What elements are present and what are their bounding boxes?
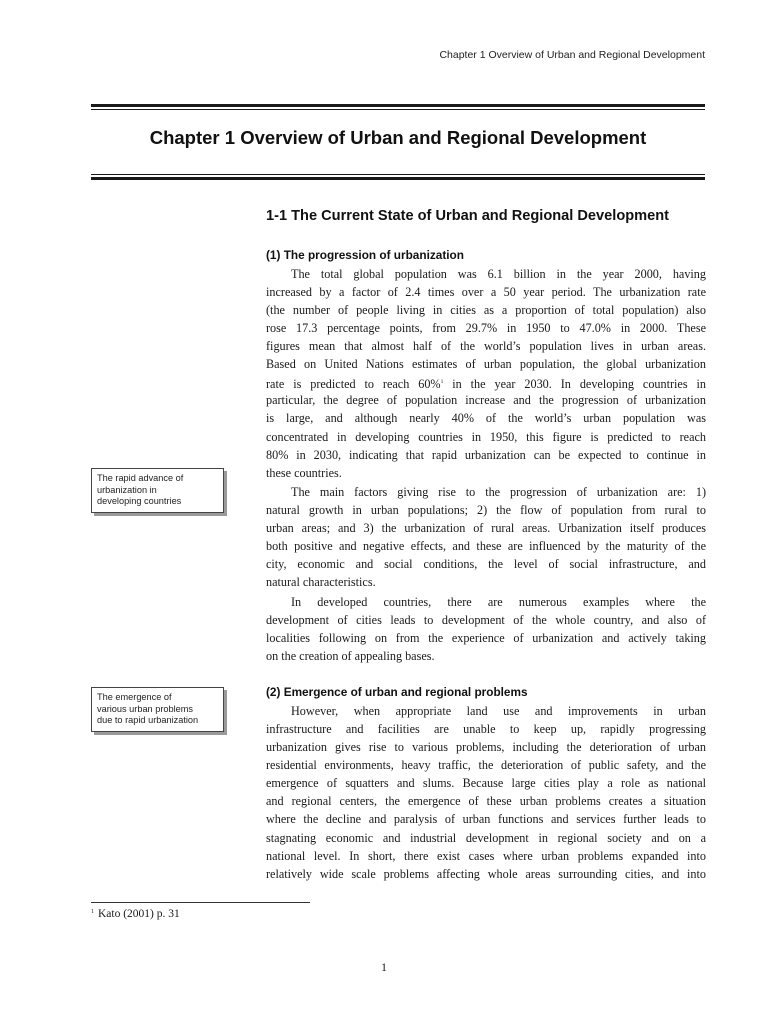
footnote [91, 908, 180, 920]
body-line: stagnating economic and industrial development in regional society and on a [266, 831, 706, 845]
title-rule-bottom-thin [91, 174, 705, 175]
margin-note-line: The rapid advance of [97, 473, 184, 483]
subsection-heading-2: (2) Emergence of urban and regional problems [266, 685, 528, 699]
section-title: 1-1 The Current State of Urban and Regional Development [266, 208, 670, 224]
body-line: Based on United Nations estimates of urban population, the global urbanization [266, 357, 706, 371]
margin-note [91, 687, 224, 732]
title-rule-bottom [91, 177, 705, 180]
body-line: natural growth in urban populations; 2) the flow of population from rural to [266, 503, 706, 517]
subsection-heading-1: (1) The progression of urbanization [266, 248, 464, 262]
body-line: emergence of squatters and slums. Because large cities play a role as national [266, 776, 706, 790]
chapter-title: Chapter 1 Overview of Urban and Regional Development [149, 127, 647, 148]
margin-note-line: urbanization in [97, 484, 157, 495]
body-line: localities following on from the experience of urbanization and actively taking [266, 631, 706, 645]
body-line: natural characteristics. [266, 575, 376, 589]
body-line: urban areas; and 3) the urbanization of rural areas. Urbanization itself produces [266, 521, 706, 535]
body-line: development of cities leads to development of the whole country, and also of [266, 613, 706, 627]
margin-note-line: due to rapid urbanization [97, 715, 199, 725]
body-line: these countries. [266, 466, 342, 480]
body-line: infrastructure and facilities are unable to keep up, rapidly progressing [266, 722, 706, 736]
body-line: both positive and negative effects, and these are influenced by the maturity of the [266, 539, 706, 553]
footnote-text: Kato (2001) p. 31 [98, 908, 180, 920]
running-header: Chapter 1 Overview of Urban and Regional Development [439, 49, 705, 61]
footnote-marker: 1 [91, 909, 94, 915]
body-line: residential environments, heavy traffic, the deterioration of public safety, and the [266, 758, 706, 772]
body-line: In developed countries, there are numerous examples where the [291, 595, 706, 609]
body-line: national level. In short, there exist cases where urban problems expanded into [266, 849, 706, 863]
title-rule-top-thin [91, 109, 705, 110]
body-line: relatively wide scale problems affecting whole areas surrounding cities, and into [266, 867, 706, 881]
body-line: city, economic and social conditions, the level of social infrastructure, and [266, 557, 706, 571]
body-line: and regional centers, the emergence of these urban problems creates a situation [266, 794, 706, 808]
body-line-with-footnote [266, 373, 706, 391]
body-line: urbanization gives rise to various problems, including the deterioration of urban [266, 740, 706, 754]
margin-note-line: various urban problems [97, 703, 194, 714]
body-line: 80% in 2030, indicating that rapid urbanization can be expected to continue in [266, 448, 706, 462]
body-line: is large, and although nearly 40% of the world’s urban population was [266, 411, 706, 425]
body-line: (the number of people living in cities as a proportion of total population) also [266, 303, 706, 317]
page-number: 1 [381, 960, 387, 974]
body-line: concentrated in developing countries in 1950, this figure is predicted to reach [266, 430, 706, 444]
margin-note-line: The emergence of [97, 692, 172, 702]
body-line: on the creation of appealing bases. [266, 649, 435, 663]
body-line: figures mean that almost half of the world’s population lives in urban areas. [266, 339, 706, 353]
margin-note [91, 468, 224, 513]
margin-note-line: developing countries [97, 496, 182, 506]
footnote-rule [91, 902, 310, 903]
body-line: However, when appropriate land use and improvements in urban [291, 704, 706, 718]
body-text: in the year 2030. In developing countries in [452, 377, 706, 391]
body-line: where the decline and paralysis of urban functions and services further leads to [266, 812, 706, 826]
body-line: rose 17.3 percentage points, from 29.7% in 1950 to 47.0% in 2000. These [266, 321, 706, 335]
body-line: increased by a factor of 2.4 times over a 50 year period. The urbanization rate [266, 285, 706, 299]
body-line: The main factors giving rise to the progression of urbanization are: 1) [291, 485, 706, 499]
footnote-reference: 1 [440, 379, 444, 385]
body-text: rate is predicted to reach 60% [266, 377, 441, 391]
body-line: The total global population was 6.1 billion in the year 2000, having [291, 267, 706, 281]
title-rule-top [91, 104, 705, 107]
body-line: particular, the degree of population increase and the progression of urbanization [266, 393, 706, 407]
